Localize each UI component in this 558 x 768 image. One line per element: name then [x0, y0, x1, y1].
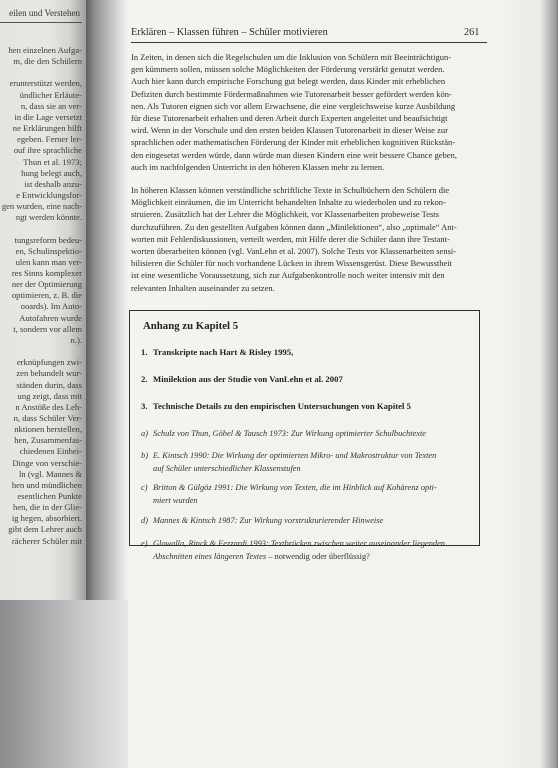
appendix-item-3 [141, 401, 411, 411]
left-page-line: ln (vgl. Mannes & [18, 468, 82, 479]
left-page-line: gen wurden, eine nach- [1, 201, 82, 212]
left-page-line: ouf ihre sprachliche [13, 145, 82, 156]
body-text-line: den eingesetzt werden würde, dann würde man diesen Kindern eine weit bessere Chance geben, [131, 149, 457, 160]
item-number: 2. [141, 374, 148, 384]
body-text-line: relevanten Inhalten auseinander zu setzen. [131, 282, 275, 293]
appendix-item-1 [141, 347, 293, 357]
left-page-line: hen, Zusammenfas- [14, 435, 82, 446]
body-text-line: bilisieren die Schüler für noch vorhandene Lücken in ihrem Wissensgerüst. Diese Bewusstheit [131, 258, 453, 269]
header-rule [131, 42, 487, 43]
body-text-line: In höheren Klassen können verständliche schriftliche Texte in Schulbüchern den Schülern die [131, 185, 450, 195]
left-page-line: en, Schulinspektio- [15, 245, 82, 256]
left-page-line: hen einzelnen Aufga- [8, 45, 82, 55]
left-page-line: zen behandelt wur- [16, 368, 82, 379]
subitem-letter: b) [141, 451, 148, 460]
body-text-line: worten mit Fehlerdiskussionen, verteilt werden, mit Hilfe derer die Schüler dann ihre Testant- [131, 233, 450, 244]
left-page-line: ist deshalb anzu- [24, 178, 82, 189]
subitem-line [153, 494, 469, 507]
body-text-line: gen kümmern sollen, müssen solche Möglichkeiten der Förderung verstärkt genutzt werden. [131, 64, 445, 75]
body-text-line: ist eine wesentliche Voraussetzung, sich zur Aufgabenkontrolle noch weiter intensiv mit den [131, 270, 445, 281]
item-number: 3. [141, 401, 148, 411]
subitem-line-italic: Schulz von Thun, Göbel & Tausch 1973: Zur Wirkung optimierter Schulbuchtexte [153, 429, 427, 438]
left-page-line: n Anstöße des Leh- [15, 401, 82, 412]
body-text-line: Auch hier kann durch empirische Forschung gut belegt werden, dass Kinder mit erheblichen [131, 76, 446, 87]
subitem-text [153, 537, 469, 563]
item-text: Transkripte nach Hart & Risley 1995, [153, 347, 294, 357]
body-text-line: struieren. Zusätzlich hat der Lehrer die Möglichkeit, vor Klassenarbeiten probeweise Tests [131, 209, 439, 220]
subitem-line-italic: Britton & Gülgöz 1991: Die Wirkung von Texten, die im Hinblick auf Kohärenz opti- [153, 483, 437, 492]
subitem-line-italic: miert wurden [153, 496, 198, 505]
item-text: Technische Details zu den empirischen Untersuchungen von Kapitel 5 [153, 401, 411, 411]
left-page-line: erknüpfungen zwi- [16, 357, 82, 368]
left-page-line: m, die den Schülern [13, 56, 82, 67]
left-page-line: tungsreform bedeu- [14, 234, 82, 245]
body-text-line: durchzuführen. Zu den gestellten Aufgaben können dann „Minilektionen“, also „optimale“ Ant- [131, 221, 457, 232]
subitem-line-italic: Abschnitten eines längeren Textes – [153, 552, 275, 561]
left-page-line: ständen durin, dass [16, 379, 82, 390]
left-page-line: rächerer Schüler mit [11, 535, 82, 546]
subitem-text [153, 449, 469, 475]
left-page-line: esentlichen Punkte [17, 491, 82, 501]
left-page-line: hen, die in der Glie- [13, 502, 82, 513]
left-page-line: t, sondern vor allem [13, 323, 82, 334]
left-page-line: ne Erklärungen hilft [12, 123, 82, 134]
body-text-line: für diese Tutorenarbeit erhalten und deren Arbeit durch Experten angeleitet und beaufsichtigt [131, 112, 448, 123]
subitem-line-italic: E. Kintsch 1990: Die Wirkung der optimierten Mikro- und Makrostruktur von Texten [153, 451, 437, 460]
body-text-line: In Zeiten, in denen sich die Regelschulen um die Inklusion von Schülern mit Beeinträchtigun- [131, 52, 452, 62]
body-text-line: nen. Als Tutoren eignen sich vor allem Erwachsene, die eine vergleichsweise kurze Ausbildung [131, 100, 456, 111]
subitem-line [153, 449, 469, 462]
left-page-line: hung belegt auch, [21, 167, 82, 178]
left-page-line: ulen kann man ver- [15, 256, 82, 267]
subitem-text [153, 427, 469, 440]
left-page-line: n, dass Schüler Ver- [13, 412, 82, 423]
subitem-line-italic: auf Schüler unterschiedlicher Klassenstufen [153, 464, 301, 473]
subitem-line [153, 537, 469, 550]
left-page-line: in die Lage versetzt [14, 111, 82, 122]
subitem-text [153, 481, 469, 507]
subitem-letter: e) [141, 539, 148, 548]
gutter-bottom-shadow [0, 600, 128, 768]
left-page-line: Autofahren wurde [19, 312, 82, 323]
subitem-line [153, 550, 469, 563]
left-page-line: egeben. Ferner ler- [17, 134, 82, 145]
subitem-line [153, 427, 469, 440]
subitem-line-italic: Glowalla, Rinck & Fezzardi 1993: Textbrücken zwischen weiter auseinander liegenden [153, 539, 445, 548]
left-page-sliver [0, 0, 86, 600]
subitem-letter: c) [141, 483, 148, 492]
appendix-title: Anhang zu Kapitel 5 [143, 320, 239, 332]
left-page-line: hen und mündlichen [11, 479, 82, 490]
left-header-rule [0, 22, 82, 23]
subitem-text [153, 514, 469, 527]
left-page-line: chiedenen Einhei- [19, 446, 82, 457]
body-text-line: wird. Wenn in der Vorschule und den ersten beiden Klassen Tutorenarbeit in dieser Weise zur [131, 125, 448, 136]
body-text-line: worten überarbeiten können (vgl. VanLehn et al. 2007). Solche Tests vor Klassenarbeiten sensi- [131, 245, 457, 256]
page-number: 261 [464, 27, 480, 38]
left-page-line: nktionen herstellen, [14, 424, 82, 435]
subitem-letter: d) [141, 516, 148, 525]
body-text-line: sprachlichen oder mathematischen Förderung der Kinder mit erheblichen kognitiven Rückstän- [131, 137, 456, 148]
left-page-line: ig hegen, absorbiert. [11, 513, 82, 524]
left-page-line: ngt werden könnte. [15, 212, 82, 223]
left-page-line: gibt dem Lehrer auch [8, 524, 82, 535]
subitem-line-italic: Mannes & Kintsch 1987: Zur Wirkung vorstrukturierender Hinweise [153, 516, 384, 525]
left-page-line: ooards). Im Auto- [20, 301, 82, 312]
left-page-line: ner der Optimierung [11, 279, 82, 290]
subitem-line-upright: notwendig oder überflüssig? [274, 552, 370, 561]
body-text-line: Möglichkeit einräumen, die im Unterricht behandelten Inhalte zu wiederholen und zu rekon- [131, 197, 446, 208]
left-page-line: erunterstützt werden, [9, 78, 82, 89]
body-text-line: auch im nachfolgenden Unterricht in den höheren Klassen mehr zu lernen. [131, 161, 385, 172]
subitem-line [153, 481, 469, 494]
left-page-line: ündlicher Erläute- [19, 89, 82, 100]
paragraph-higher-classes [131, 184, 487, 294]
left-page-line: Dinge von verschie- [12, 457, 82, 468]
running-head: Erklären – Klassen führen – Schüler motivieren [131, 27, 328, 38]
left-page-line: e Entwicklungsfor- [16, 189, 82, 200]
left-page-line: Thun et al. 1973; [23, 156, 82, 167]
item-number: 1. [141, 347, 148, 357]
appendix-item-2 [141, 374, 343, 384]
subitem-letter: a) [141, 429, 148, 438]
left-page-line: n, dass sie an ver- [20, 100, 82, 111]
left-page-line: ung zeigt, dass mit [17, 390, 82, 401]
paragraph-inclusion [131, 51, 487, 173]
body-text-line: Defiziten durch bestimmte Fördermaßnahmen wie Tutorenarbeit besser gefördert werden kön- [131, 88, 452, 99]
subitem-line [153, 462, 469, 475]
left-page-line: optimieren, z. B. die [11, 290, 82, 301]
subitem-line [153, 514, 469, 527]
item-text: Minilektion aus der Studie von VanLehn et al. 2007 [153, 374, 343, 384]
left-page-line: n.). [70, 334, 82, 345]
left-page-header: eilen und Verstehen [9, 8, 80, 18]
appendix-box [129, 310, 480, 561]
left-page-line: res Sinns komplexer [11, 268, 82, 278]
